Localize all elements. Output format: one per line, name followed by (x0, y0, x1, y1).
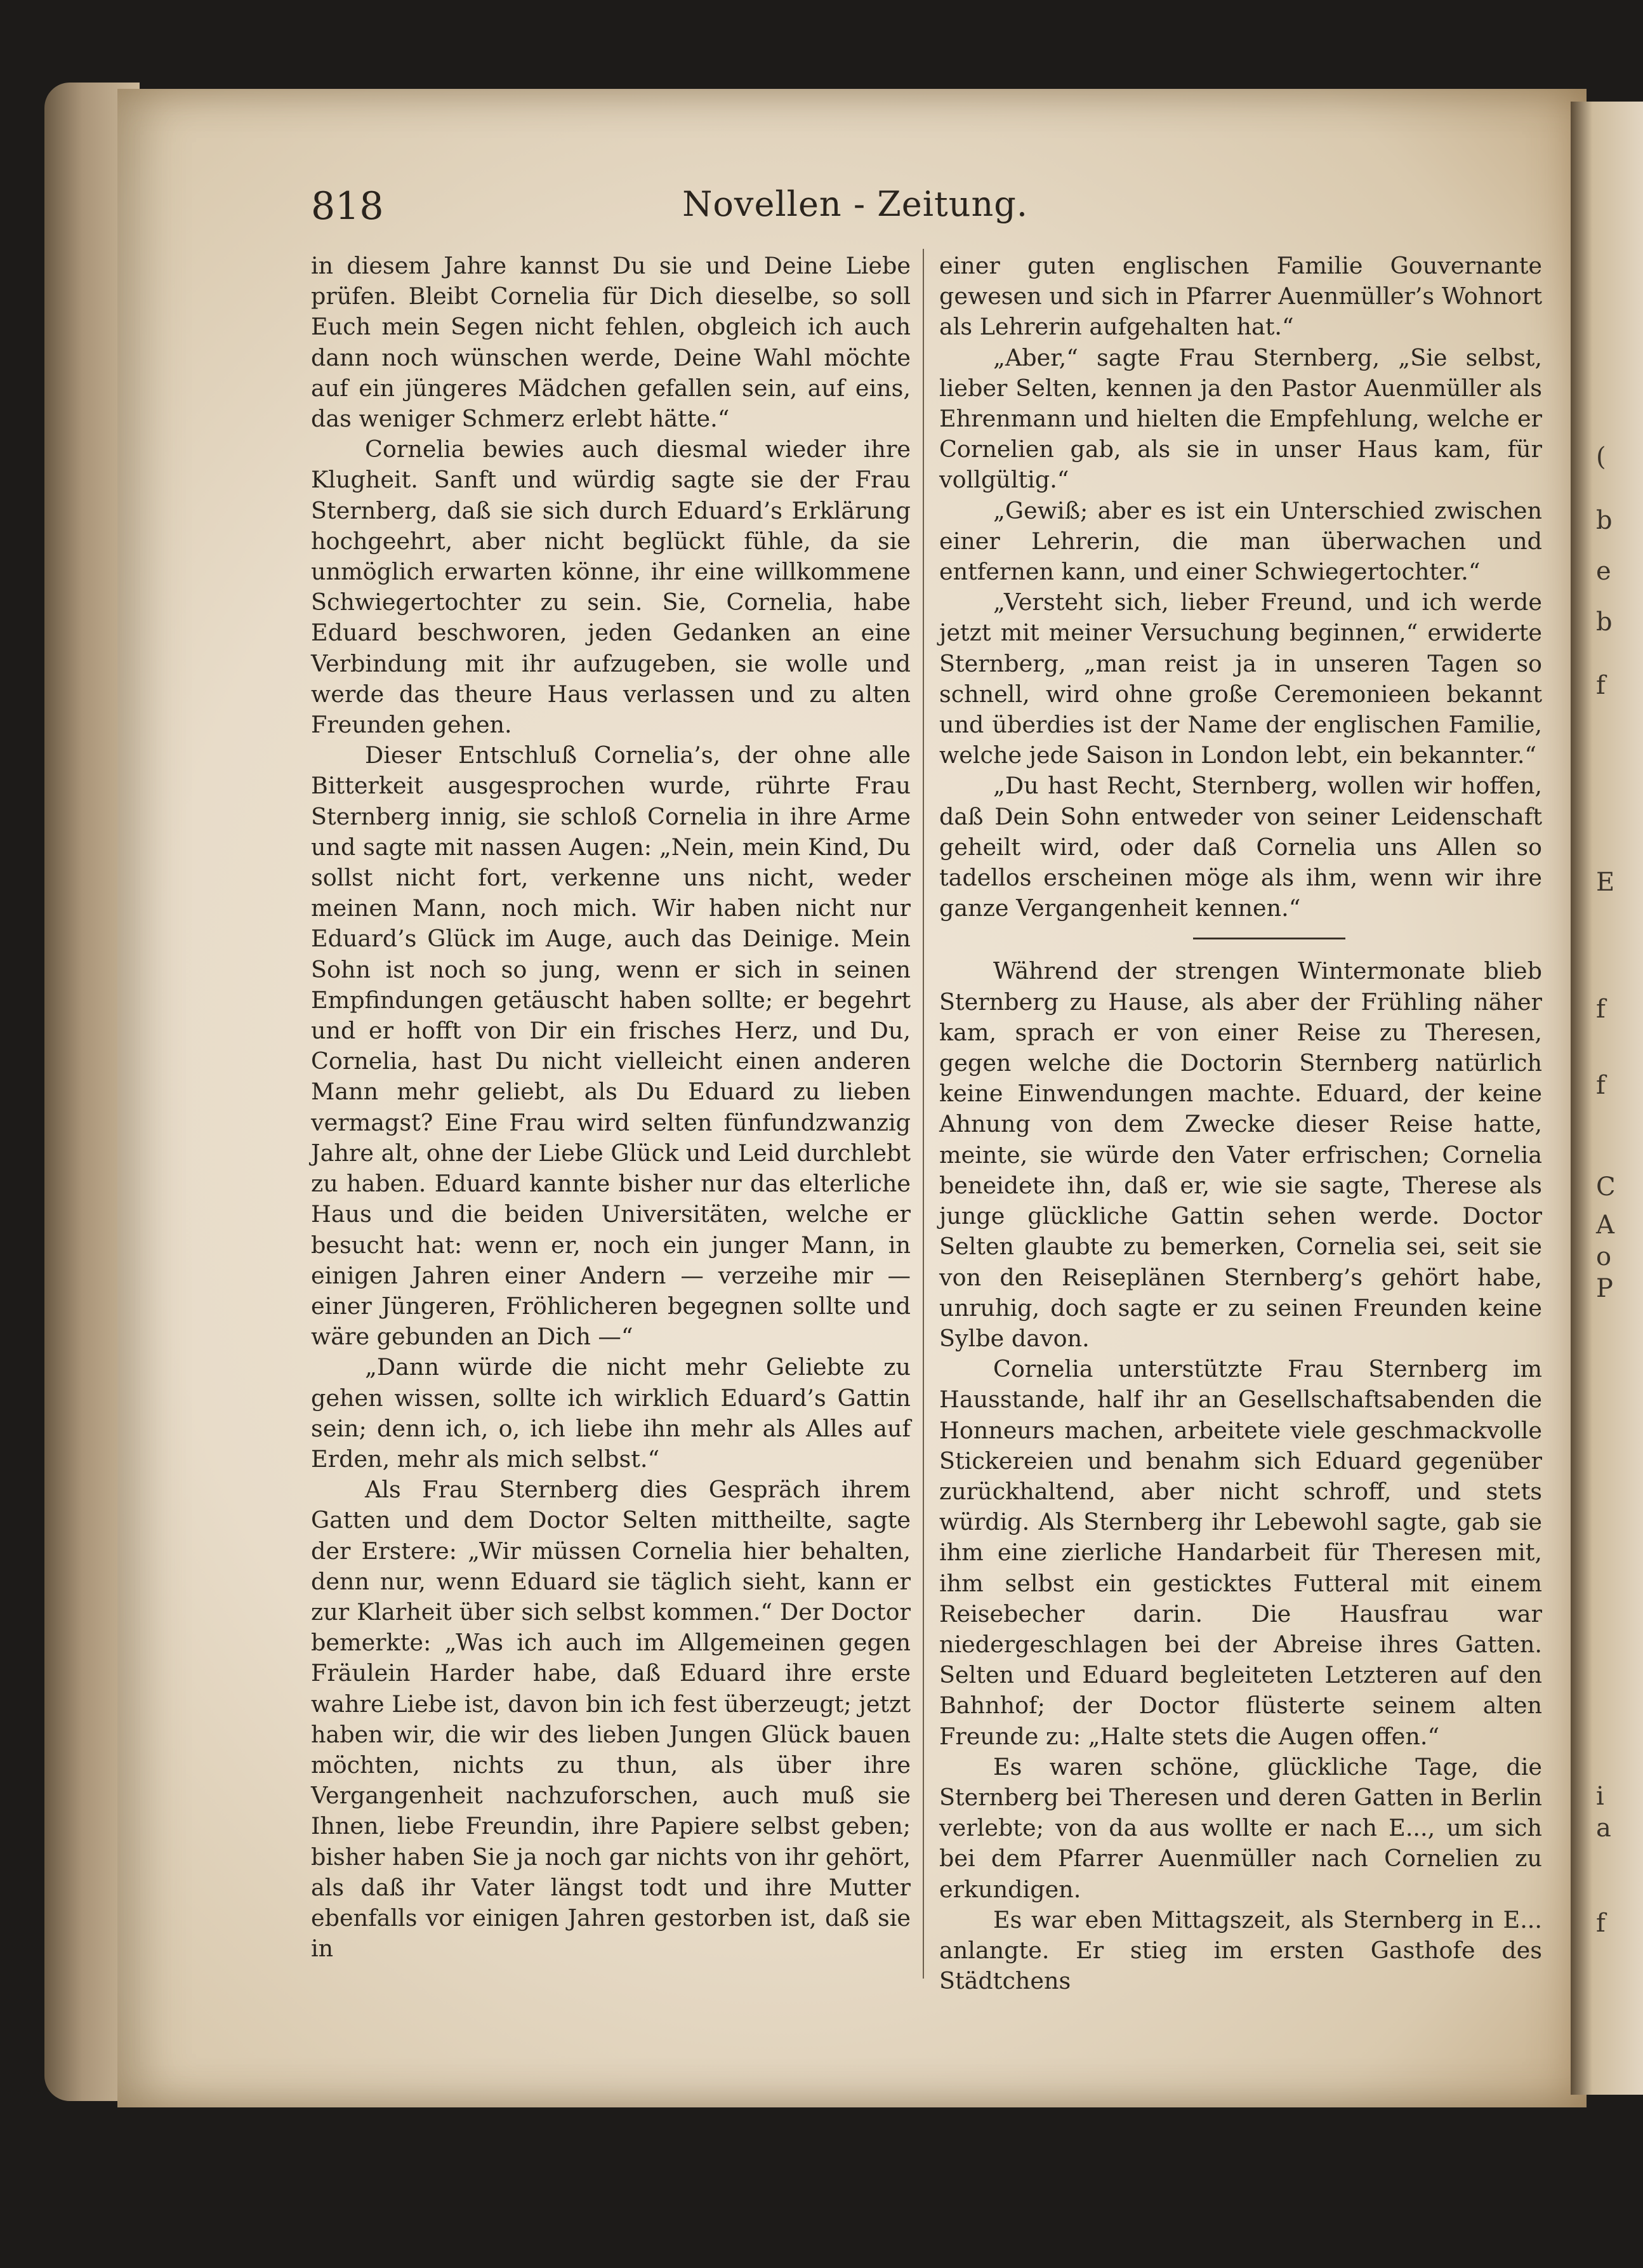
paragraph: Es war eben Mittagszeit, als Sternberg in E... anlangte. Er stieg im ersten Gasthofe des Städtchens (939, 1906, 1542, 1995)
edge-fragment: f (1596, 671, 1606, 700)
paragraph: Cornelia bewies auch diesmal wieder ihre Klugheit. Sanft und würdig sagte sie der Frau Sternberg, daß sie sich durch Eduard’s Erklärung hochgeehrt, aber nicht beglückt fühle, da sie unmöglich erwarten könne, ihr eine willkommene Schwiegertochter zu sein. Sie, Cornelia, habe Eduard beschworen, jeden Gedanken an eine Verbindung mit ihr aufzugeben, sie wolle und werde das theure Haus verlassen und zu alten Freunden gehen. (311, 435, 911, 739)
paragraph: „Versteht sich, lieber Freund, und ich werde jetzt mit meiner Versuchung beginnen,“ erwiderte Sternberg, „man reist ja in unseren Tagen so schnell, wird ohne große Ceremonieen bekannt und überdies ist der Name der englischen Familie, welche jede Saison in London lebt, ein bekannter.“ (939, 588, 1542, 769)
paragraph: Während der strengen Wintermonate blieb Sternberg zu Hause, als aber der Frühling näher kam, sprach er von einer Reise zu Theresen, gegen welche die Doctorin Sternberg natürlich keine Einwendungen machte. Eduard, der keine Ahnung von dem Zwecke dieser Reise hatte, meinte, sie würde den Vater erfrischen; Cornelia beneidete ihn, daß er, wie sie sagte, Therese als junge glückliche Gattin sehen werde. Doctor Selten glaubte zu bemerken, Cornelia sei, seit sie von den Reiseplänen Sternberg’s gehört habe, unruhig, doch sagte er zu seinen Freunden keine Sylbe davon. (939, 957, 1542, 1352)
edge-fragment: b (1596, 607, 1613, 637)
edge-fragment: a (1596, 1814, 1611, 1843)
paragraph: in diesem Jahre kannst Du sie und Deine Liebe prüfen. Bleibt Cornelia für Dich dieselbe, so soll Euch mein Segen nicht fehlen, obgleich ich auch dann noch wünschen werde, Deine Wahl möchte auf ein jüngeres Mädchen gefallen sein, auf eins, das weniger Schmerz erlebt hätte.“ (311, 252, 911, 433)
paragraph: Cornelia unterstützte Frau Sternberg im Hausstande, half ihr an Gesellschaftsabenden die Honneurs machen, arbeitete viele geschmackvolle Stickereien und benahm sich Eduard gegenüber zurückhaltend, aber nicht schroff, und stets würdig. Als Sternberg ihr Lebewohl sagte, gab sie ihm eine zierliche Handarbeit für Theresen mit, ihm selbst ein gesticktes Futteral mit einem Reisebecher darin. Die Hausfrau war niedergeschlagen bei der Abreise ihres Gatten. Selten und Eduard begleiteten Letzteren auf den Bahnhof; der Doctor flüsterte seinem alten Freunde zu: „Halte stets die Augen offen.“ (939, 1355, 1542, 1750)
paragraph: Es waren schöne, glückliche Tage, die Sternberg bei Theresen und deren Gatten in Berlin verlebte; von da aus wollte er nach E..., um sich bei dem Pfarrer Auenmüller nach Cornelien zu erkundigen. (939, 1753, 1542, 1903)
edge-fragment: ( (1596, 442, 1606, 472)
facing-page-edge (1571, 102, 1643, 2095)
section-divider (1193, 938, 1345, 939)
edge-fragment: f (1596, 1071, 1606, 1100)
edge-fragment: P (1596, 1274, 1613, 1303)
right-column (939, 251, 1542, 1996)
page-header (311, 184, 1028, 235)
edge-fragment: A (1596, 1210, 1614, 1240)
edge-fragment: e (1596, 557, 1611, 586)
left-column (311, 251, 911, 1964)
edge-fragment: f (1596, 1909, 1606, 1938)
edge-fragment: i (1596, 1782, 1604, 1811)
paragraph: „Gewiß; aber es ist ein Unterschied zwischen einer Lehrerin, die man überwachen und entfernen kann, und einer Schwiegertochter.“ (939, 496, 1542, 586)
edge-fragment: C (1596, 1172, 1616, 1202)
page-number: 818 (311, 184, 384, 229)
paragraph: „Aber,“ sagte Frau Sternberg, „Sie selbst, lieber Selten, kennen ja den Pastor Auenmüller als Ehrenmann und hielten die Empfehlung, welche er Cornelien gab, als sie in unser Haus kam, für vollgültig.“ (939, 343, 1542, 494)
running-title: Novellen - Zeitung. (682, 184, 1028, 224)
edge-fragment: E (1596, 868, 1615, 897)
paragraph: einer guten englischen Familie Gouvernante gewesen und sich in Pfarrer Auenmüller’s Wohnort als Lehrerin aufgehalten hat.“ (939, 252, 1542, 341)
paragraph: Als Frau Sternberg dies Gespräch ihrem Gatten und dem Doctor Selten mittheilte, sagte der Erstere: „Wir müssen Cornelia hier behalten, denn nur, wenn Eduard sie täglich sieht, kann er zur Klarheit über sich selbst kommen.“ Der Doctor bemerkte: „Was ich auch im Allgemeinen gegen Fräulein Harder habe, daß Eduard ihre erste wahre Liebe ist, davon bin ich fest überzeugt; jetzt haben wir, die wir des lieben Jungen Glück bauen möchten, nichts zu thun, als über ihre Vergangenheit nachzuforschen, auch muß sie Ihnen, liebe Freundin, ihre Papiere selbst geben; bisher haben Sie ja noch gar nichts von ihr gehört, als daß ihr Vater längst todt und ihre Mutter ebenfalls vor einigen Jahren gestorben ist, daß sie in (311, 1476, 911, 1963)
paragraph: „Du hast Recht, Sternberg, wollen wir hoffen, daß Dein Sohn entweder von seiner Leidenschaft geheilt wird, oder daß Cornelia uns Allen so tadellos erscheinen möge als ihm, wenn wir ihre ganze Vergangenheit kennen.“ (939, 772, 1542, 922)
edge-fragment: b (1596, 506, 1613, 535)
paragraph: „Dann würde die nicht mehr Geliebte zu gehen wissen, sollte ich wirklich Eduard’s Gattin sein; denn ich, o, ich liebe ihn mehr als Alles auf Erden, mehr als mich selbst.“ (311, 1353, 911, 1473)
edge-fragment: f (1596, 995, 1606, 1024)
edge-fragment: o (1596, 1242, 1612, 1271)
column-rule (923, 249, 924, 1979)
paragraph: Dieser Entschluß Cornelia’s, der ohne alle Bitterkeit ausgesprochen wurde, rührte Frau Sternberg innig, sie schloß Cornelia in ihre Arme und sagte mit nassen Augen: „Nein, mein Kind, Du sollst nicht fort, verkenne uns nicht, weder meinen Mann, noch mich. Wir haben nicht nur Eduard’s Glück im Auge, auch das Deinige. Mein Sohn ist noch so jung, wenn er sich in seinen Empfindungen getäuscht haben sollte; er begehrt und er hofft von Dir ein frisches Herz, und Du, Cornelia, hast Du nicht vielleicht einen anderen Mann mehr geliebt, als Du Eduard zu lieben vermagst? Eine Frau wird selten fünfundzwanzig Jahre alt, ohne der Liebe Glück und Leid durchlebt zu haben. Eduard kannte bisher nur das elterliche Haus und die beiden Universitäten, welche er besucht hat: wenn er, noch ein junger Mann, in einigen Jahren einer Andern — verzeihe mir — einer Jüngeren, Fröhlicheren begegnen sollte und wäre gebunden an Dich —“ (311, 741, 911, 1351)
